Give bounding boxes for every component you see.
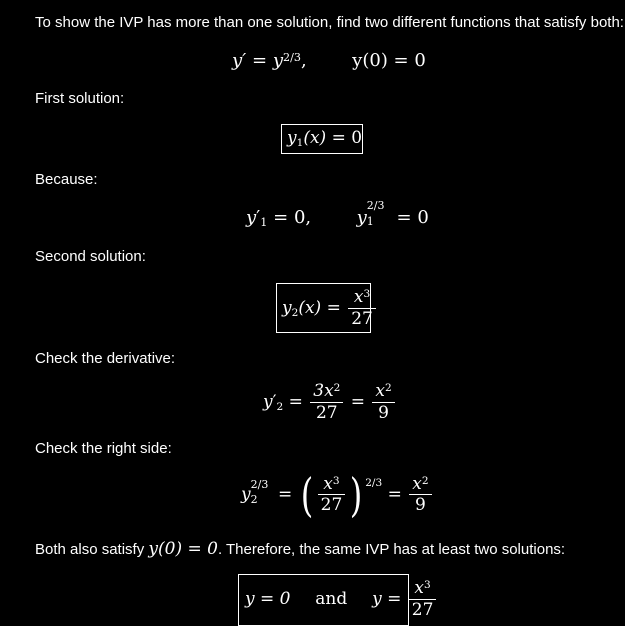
right-side-fn: y xyxy=(241,484,251,505)
final-answer-left: y = 0 xyxy=(245,588,291,609)
conclusion-text xyxy=(35,539,565,559)
right-side-fraction-2 xyxy=(409,475,431,516)
first-solution-arg: (x) xyxy=(303,128,327,148)
because-right-fn: y xyxy=(356,207,367,228)
derivative-equation xyxy=(263,382,397,423)
derivative-f1-num: 3x xyxy=(313,381,334,401)
derivative-f1-den: 27 xyxy=(315,402,338,423)
derivative-f1-num-sup: 2 xyxy=(333,382,341,395)
derivative-f2-num-sup: 2 xyxy=(385,382,392,395)
conclusion-math: y(0) = 0 xyxy=(148,539,218,559)
right-side-f2-num: x xyxy=(412,473,422,494)
right-side-outer-sup: 2/3 xyxy=(365,476,383,489)
because-right-sup: 2/3 xyxy=(366,199,385,212)
because-left-prime: ′ xyxy=(256,207,261,228)
right-side-f2-den: 9 xyxy=(414,495,426,516)
right-side-inner-num: x xyxy=(323,473,333,494)
ivp-ode-lhs: y′ xyxy=(232,50,247,71)
right-side-inner-num-sup: 3 xyxy=(332,474,340,487)
because-label: Because: xyxy=(35,171,98,188)
final-answer-num-sup: 3 xyxy=(424,579,431,592)
ivp-ode-comma: , xyxy=(300,50,307,71)
first-solution-rhs: 0 xyxy=(351,128,363,148)
right-side-f2-num-sup: 2 xyxy=(421,474,429,487)
first-solution-box xyxy=(281,124,363,154)
right-side-sup: 2/3 xyxy=(250,477,269,491)
derivative-eq: = xyxy=(288,391,303,412)
derivative-fraction-1 xyxy=(310,382,343,423)
first-solution-label: First solution: xyxy=(35,90,125,107)
derivative-f2-den: 9 xyxy=(378,402,389,423)
final-answer-box xyxy=(238,574,434,626)
final-answer-num: x xyxy=(414,578,425,598)
right-side-sub: 2 xyxy=(250,492,258,506)
derivative-sub: 2 xyxy=(276,400,284,413)
ivp-ode-base: y xyxy=(272,50,283,71)
first-solution-sub: 1 xyxy=(296,136,304,149)
right-side-lparen: ( xyxy=(300,468,313,522)
derivative-eq2: = xyxy=(350,391,366,412)
because-right-rhs: 0 xyxy=(417,207,429,228)
final-answer-and: and xyxy=(315,588,348,609)
conclusion-after: . Therefore, the same IVP has at least two solutions: xyxy=(217,541,566,558)
right-side-label: Check the right side: xyxy=(35,440,172,457)
right-side-equation xyxy=(241,468,434,522)
final-answer-fraction xyxy=(409,579,437,620)
second-solution-num-sup: 3 xyxy=(363,288,371,301)
ivp-ode-exp: 2/3 xyxy=(283,50,301,64)
ivp-equation xyxy=(232,50,426,71)
second-solution-sub: 2 xyxy=(291,306,299,319)
derivative-prime: ′ xyxy=(272,391,277,412)
because-left-eq: = xyxy=(273,207,289,228)
right-side-eq: = xyxy=(278,484,293,505)
second-solution-fraction xyxy=(348,288,376,329)
right-side-eq2: = xyxy=(387,484,402,505)
second-solution-eq: = xyxy=(326,297,341,318)
second-solution-label: Second solution: xyxy=(35,248,146,265)
first-solution-fn: y xyxy=(287,128,297,148)
because-left-fn: y xyxy=(246,207,257,228)
right-side-rparen: ) xyxy=(349,468,363,522)
because-right-sub: 1 xyxy=(366,215,374,228)
derivative-fraction-2 xyxy=(372,382,394,423)
second-solution-num: x xyxy=(353,287,364,307)
second-solution-fn: y xyxy=(282,297,292,318)
second-solution-box xyxy=(276,283,371,333)
ivp-initial-condition: y(0) = 0 xyxy=(352,50,426,71)
right-side-inner-den: 27 xyxy=(320,495,343,516)
conclusion-before: Both also satisfy xyxy=(35,541,149,558)
final-answer-den: 27 xyxy=(411,599,434,620)
because-equation xyxy=(246,199,429,229)
derivative-f2-num: x xyxy=(375,381,386,401)
ivp-ode-eq: = xyxy=(252,50,268,71)
derivative-fn: y xyxy=(263,391,273,412)
because-left-sub: 1 xyxy=(260,215,268,229)
first-solution-eq: = xyxy=(331,128,346,148)
right-side-inner-fraction xyxy=(318,475,346,516)
because-left-rhs: 0, xyxy=(293,207,312,228)
intro-text: To show the IVP has more than one solution, find two different functions that satisfy both: xyxy=(35,14,624,31)
final-answer-right-fn: y = xyxy=(372,588,402,609)
second-solution-arg: (x) xyxy=(298,297,322,318)
because-right-eq: = xyxy=(396,207,412,228)
second-solution-den: 27 xyxy=(351,308,373,329)
derivative-label: Check the derivative: xyxy=(35,350,176,367)
